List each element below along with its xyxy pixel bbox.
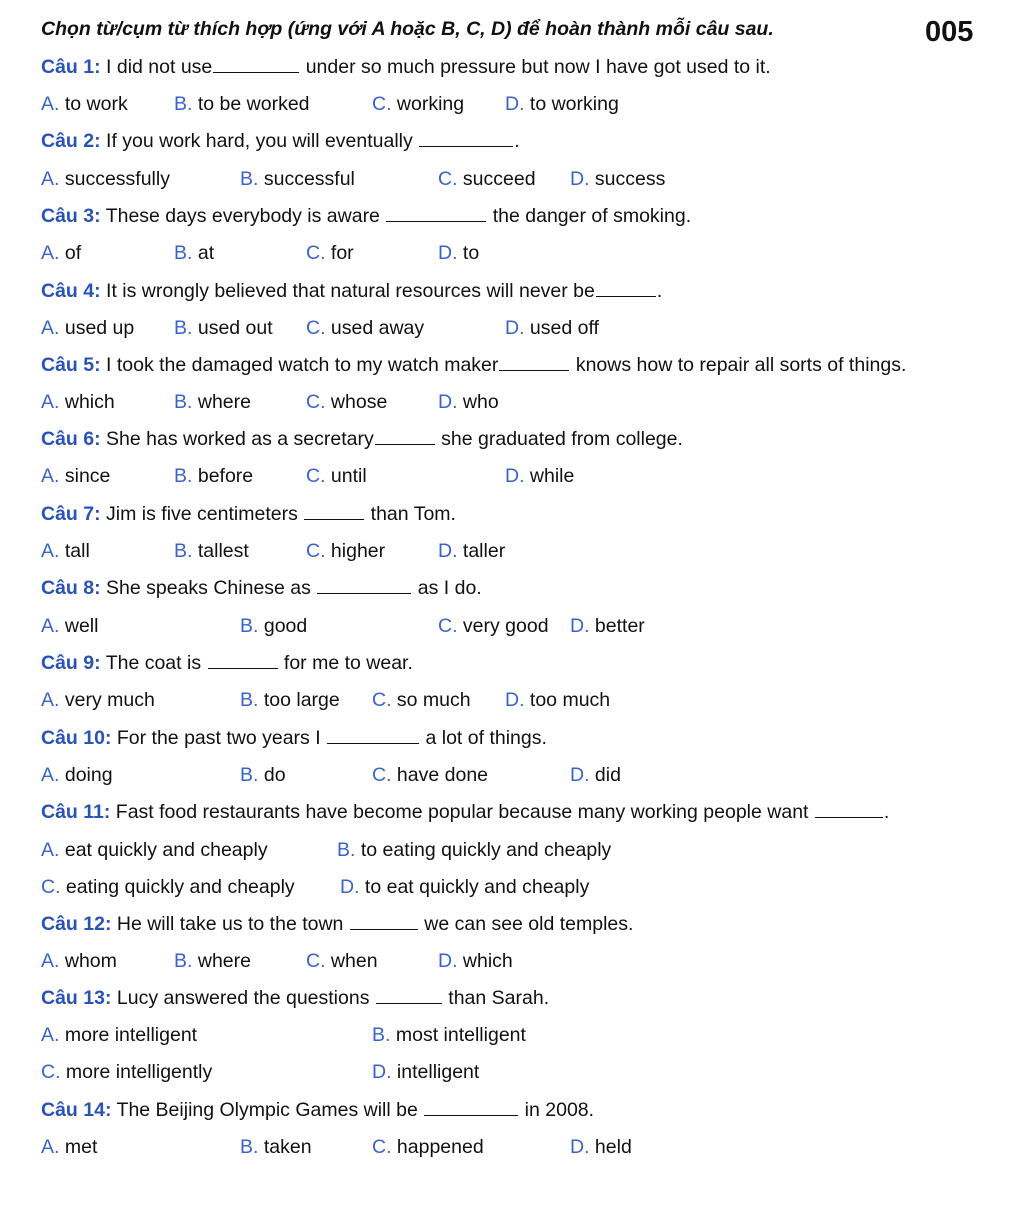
option-text: to eating quickly and cheaply (360, 839, 612, 861)
option-text: better (594, 615, 645, 637)
option-letter: D. (438, 391, 458, 413)
question-4 (41, 278, 662, 304)
question-text-after: under so much pressure but now I have got used to it. (305, 56, 771, 78)
question-7 (41, 501, 456, 527)
option-text: to be worked (197, 93, 310, 115)
option-letter: A. (41, 391, 60, 413)
option-text: which (64, 391, 115, 413)
option-c[interactable] (372, 1134, 484, 1160)
option-text: to (462, 242, 480, 264)
option-letter: C. (372, 764, 392, 786)
question-text-after: she graduated from college. (441, 428, 683, 450)
option-d[interactable] (570, 613, 645, 639)
option-c[interactable] (306, 389, 387, 415)
option-text: eating quickly and cheaply (65, 876, 295, 898)
question-9 (41, 650, 413, 676)
option-text: used out (197, 317, 273, 339)
option-b[interactable] (174, 389, 251, 415)
option-a[interactable] (41, 762, 113, 788)
option-b[interactable] (174, 240, 214, 266)
question-text-after: . (514, 130, 520, 152)
option-text: doing (64, 764, 113, 786)
option-text: happened (396, 1136, 484, 1158)
option-letter: B. (174, 950, 193, 972)
question-text-after: than Tom. (370, 503, 456, 525)
answer-blank (304, 501, 364, 520)
option-letter: B. (240, 689, 259, 711)
question-text-before: Jim is five centimeters (106, 503, 298, 525)
option-letter: D. (505, 465, 525, 487)
option-d[interactable] (438, 948, 513, 974)
question-text-before: For the past two years I (116, 727, 321, 749)
question-text-after: the danger of smoking. (492, 205, 692, 227)
question-text-before: If you work hard, you will eventually (106, 130, 413, 152)
option-text: used away (330, 317, 425, 339)
option-b[interactable] (174, 538, 249, 564)
option-text: where (197, 950, 251, 972)
option-letter: D. (505, 689, 525, 711)
option-text: too large (263, 689, 340, 711)
option-text: higher (330, 540, 386, 562)
question-text-before: Lucy answered the questions (116, 987, 370, 1009)
option-text: before (197, 465, 254, 487)
option-letter: C. (372, 689, 392, 711)
option-text: to working (529, 93, 619, 115)
option-letter: B. (174, 93, 193, 115)
answer-blank (596, 278, 656, 297)
option-text: since (64, 465, 111, 487)
option-letter: B. (174, 540, 193, 562)
option-text: tall (64, 540, 90, 562)
option-c[interactable] (438, 613, 549, 639)
option-a[interactable] (41, 1134, 97, 1160)
instruction-text: Chọn từ/cụm từ thích hợp (ứng với A hoặc B, C, D) để hoàn thành mỗi câu sau. (41, 18, 774, 40)
option-b[interactable] (174, 948, 251, 974)
option-text: successfully (64, 168, 170, 190)
option-b[interactable] (240, 687, 340, 713)
question-5 (41, 352, 906, 378)
option-text: to work (64, 93, 128, 115)
option-text: more intelligently (65, 1061, 213, 1083)
option-text: most intelligent (395, 1024, 526, 1046)
option-text: to eat quickly and cheaply (364, 876, 590, 898)
option-text: taller (462, 540, 506, 562)
option-letter: D. (505, 93, 525, 115)
option-text: of (64, 242, 82, 264)
question-label: Câu 11: (41, 801, 111, 823)
question-2 (41, 128, 520, 154)
option-letter: C. (438, 615, 458, 637)
option-d[interactable] (438, 240, 479, 266)
option-letter: B. (337, 839, 356, 861)
option-letter: B. (174, 391, 193, 413)
answer-blank (376, 985, 442, 1004)
question-text-after: . (883, 801, 890, 823)
question-12 (41, 911, 633, 937)
question-text-before: Fast food restaurants have become popular because many working people want (115, 801, 809, 823)
option-c[interactable] (41, 874, 295, 900)
option-letter: D. (570, 1136, 590, 1158)
option-letter: A. (41, 689, 60, 711)
option-letter: D. (372, 1061, 392, 1083)
option-text: succeed (462, 168, 536, 190)
option-text: successful (263, 168, 355, 190)
question-1 (41, 54, 771, 80)
answer-blank (375, 426, 435, 445)
option-a[interactable] (41, 538, 90, 564)
option-letter: A. (41, 93, 60, 115)
question-text-before: It is wrongly believed that natural resources will never be (106, 280, 595, 302)
option-a[interactable] (41, 463, 110, 489)
question-text-before: The Beijing Olympic Games will be (116, 1099, 418, 1121)
option-b[interactable] (240, 613, 307, 639)
answer-blank (327, 725, 419, 744)
question-text-before: The coat is (105, 652, 202, 674)
option-text: did (594, 764, 621, 786)
option-letter: A. (41, 764, 60, 786)
option-text: taken (263, 1136, 312, 1158)
option-letter: D. (505, 317, 525, 339)
question-label: Câu 2: (41, 130, 101, 152)
option-d[interactable] (438, 538, 505, 564)
option-text: good (263, 615, 308, 637)
option-letter: B. (240, 764, 259, 786)
option-letter: B. (240, 168, 259, 190)
option-c[interactable] (372, 91, 464, 117)
question-text-after: than Sarah. (448, 987, 550, 1009)
answer-blank (815, 799, 883, 818)
option-letter: C. (41, 876, 61, 898)
question-10 (41, 725, 547, 751)
question-text-before: He will take us to the town (116, 913, 344, 935)
option-text: whom (64, 950, 117, 972)
option-text: until (330, 465, 367, 487)
option-text: very much (64, 689, 155, 711)
answer-blank (424, 1097, 518, 1116)
option-letter: B. (372, 1024, 391, 1046)
option-letter: C. (306, 317, 326, 339)
question-text-after: . (656, 280, 663, 302)
option-a[interactable] (41, 166, 170, 192)
option-letter: D. (570, 764, 590, 786)
exercise-code: 005 (925, 16, 974, 48)
option-text: tallest (197, 540, 249, 562)
question-label: Câu 13: (41, 987, 112, 1009)
option-text: eat quickly and cheaply (64, 839, 268, 861)
option-letter: A. (41, 1024, 60, 1046)
option-text: when (330, 950, 378, 972)
option-letter: B. (240, 615, 259, 637)
option-letter: A. (41, 540, 60, 562)
question-label: Câu 3: (41, 205, 101, 227)
question-label: Câu 5: (41, 354, 101, 376)
option-letter: C. (306, 465, 326, 487)
option-d[interactable] (340, 874, 589, 900)
option-c[interactable] (306, 240, 354, 266)
option-text: which (462, 950, 513, 972)
option-letter: C. (41, 1061, 61, 1083)
question-label: Câu 6: (41, 428, 101, 450)
option-letter: D. (438, 242, 458, 264)
option-a[interactable] (41, 91, 128, 117)
option-d[interactable] (505, 463, 574, 489)
question-11 (41, 799, 889, 825)
option-letter: B. (174, 242, 193, 264)
option-a[interactable] (41, 837, 268, 863)
option-a[interactable] (41, 315, 134, 341)
option-d[interactable] (505, 91, 619, 117)
question-text-before: These days everybody is aware (105, 205, 380, 227)
question-text-after: we can see old temples. (424, 913, 634, 935)
question-text-before: She speaks Chinese as (106, 577, 311, 599)
question-label: Câu 8: (41, 577, 101, 599)
option-letter: C. (306, 950, 326, 972)
option-letter: C. (306, 242, 326, 264)
option-a[interactable] (41, 389, 115, 415)
option-text: used up (64, 317, 135, 339)
option-d[interactable] (372, 1059, 479, 1085)
option-letter: D. (570, 615, 590, 637)
option-letter: D. (438, 540, 458, 562)
question-text-before: She has worked as a secretary (106, 428, 374, 450)
option-letter: B. (174, 317, 193, 339)
question-text-after: in 2008. (524, 1099, 595, 1121)
option-text: have done (396, 764, 489, 786)
option-text: for (330, 242, 354, 264)
answer-blank (499, 352, 569, 371)
question-text-after: a lot of things. (425, 727, 547, 749)
option-text: whose (330, 391, 388, 413)
answer-blank (208, 650, 278, 669)
option-d[interactable] (570, 1134, 632, 1160)
option-letter: C. (438, 168, 458, 190)
question-label: Câu 4: (41, 280, 101, 302)
option-b[interactable] (174, 463, 253, 489)
question-label: Câu 12: (41, 913, 112, 935)
option-a[interactable] (41, 687, 155, 713)
option-text: working (396, 93, 465, 115)
option-b[interactable] (240, 762, 286, 788)
answer-blank (350, 911, 418, 930)
option-letter: D. (340, 876, 360, 898)
option-text: held (594, 1136, 632, 1158)
option-text: intelligent (396, 1061, 480, 1083)
option-d[interactable] (438, 389, 499, 415)
option-c[interactable] (372, 687, 471, 713)
option-text: used off (529, 317, 599, 339)
question-label: Câu 7: (41, 503, 101, 525)
option-b[interactable] (174, 91, 310, 117)
option-a[interactable] (41, 240, 81, 266)
option-text: too much (529, 689, 611, 711)
option-d[interactable] (570, 762, 621, 788)
answer-blank (317, 575, 411, 594)
option-c[interactable] (41, 1059, 212, 1085)
option-letter: D. (570, 168, 590, 190)
option-c[interactable] (438, 166, 536, 192)
answer-blank (213, 54, 299, 73)
question-label: Câu 1: (41, 56, 101, 78)
option-letter: A. (41, 1136, 60, 1158)
question-13 (41, 985, 549, 1011)
question-text-after: as I do. (417, 577, 482, 599)
option-b[interactable] (337, 837, 611, 863)
option-b[interactable] (240, 166, 355, 192)
option-letter: C. (306, 540, 326, 562)
option-a[interactable] (41, 948, 117, 974)
option-letter: B. (174, 465, 193, 487)
question-text-before: I did not use (106, 56, 213, 78)
header (41, 16, 1001, 46)
option-text: met (64, 1136, 98, 1158)
option-text: so much (396, 689, 471, 711)
option-text: more intelligent (64, 1024, 198, 1046)
option-letter: A. (41, 950, 60, 972)
option-c[interactable] (306, 315, 424, 341)
option-letter: C. (372, 93, 392, 115)
question-3 (41, 203, 691, 229)
option-letter: A. (41, 168, 60, 190)
option-letter: A. (41, 839, 60, 861)
option-letter: A. (41, 317, 60, 339)
option-d[interactable] (570, 166, 665, 192)
answer-blank (419, 128, 513, 147)
option-c[interactable] (306, 463, 367, 489)
question-8 (41, 575, 482, 601)
option-text: while (529, 465, 575, 487)
option-c[interactable] (306, 948, 378, 974)
option-c[interactable] (372, 762, 488, 788)
option-letter: D. (438, 950, 458, 972)
option-a[interactable] (41, 613, 98, 639)
option-b[interactable] (372, 1022, 526, 1048)
option-a[interactable] (41, 1022, 197, 1048)
question-14 (41, 1097, 594, 1123)
option-text: who (462, 391, 499, 413)
option-text: very good (462, 615, 549, 637)
option-text: success (594, 168, 666, 190)
question-text-after: knows how to repair all sorts of things. (575, 354, 907, 376)
option-b[interactable] (174, 315, 273, 341)
option-letter: B. (240, 1136, 259, 1158)
option-text: do (263, 764, 286, 786)
question-6 (41, 426, 683, 452)
question-text-before: I took the damaged watch to my watch maker (106, 354, 499, 376)
question-text-after: for me to wear. (283, 652, 413, 674)
option-letter: A. (41, 615, 60, 637)
option-b[interactable] (240, 1134, 312, 1160)
option-letter: A. (41, 242, 60, 264)
option-letter: A. (41, 465, 60, 487)
option-text: at (197, 242, 215, 264)
option-c[interactable] (306, 538, 385, 564)
option-letter: C. (372, 1136, 392, 1158)
question-label: Câu 14: (41, 1099, 112, 1121)
option-letter: C. (306, 391, 326, 413)
answer-blank (386, 203, 486, 222)
option-d[interactable] (505, 315, 599, 341)
option-text: well (64, 615, 99, 637)
option-text: where (197, 391, 251, 413)
question-label: Câu 9: (41, 652, 101, 674)
question-label: Câu 10: (41, 727, 112, 749)
option-d[interactable] (505, 687, 610, 713)
